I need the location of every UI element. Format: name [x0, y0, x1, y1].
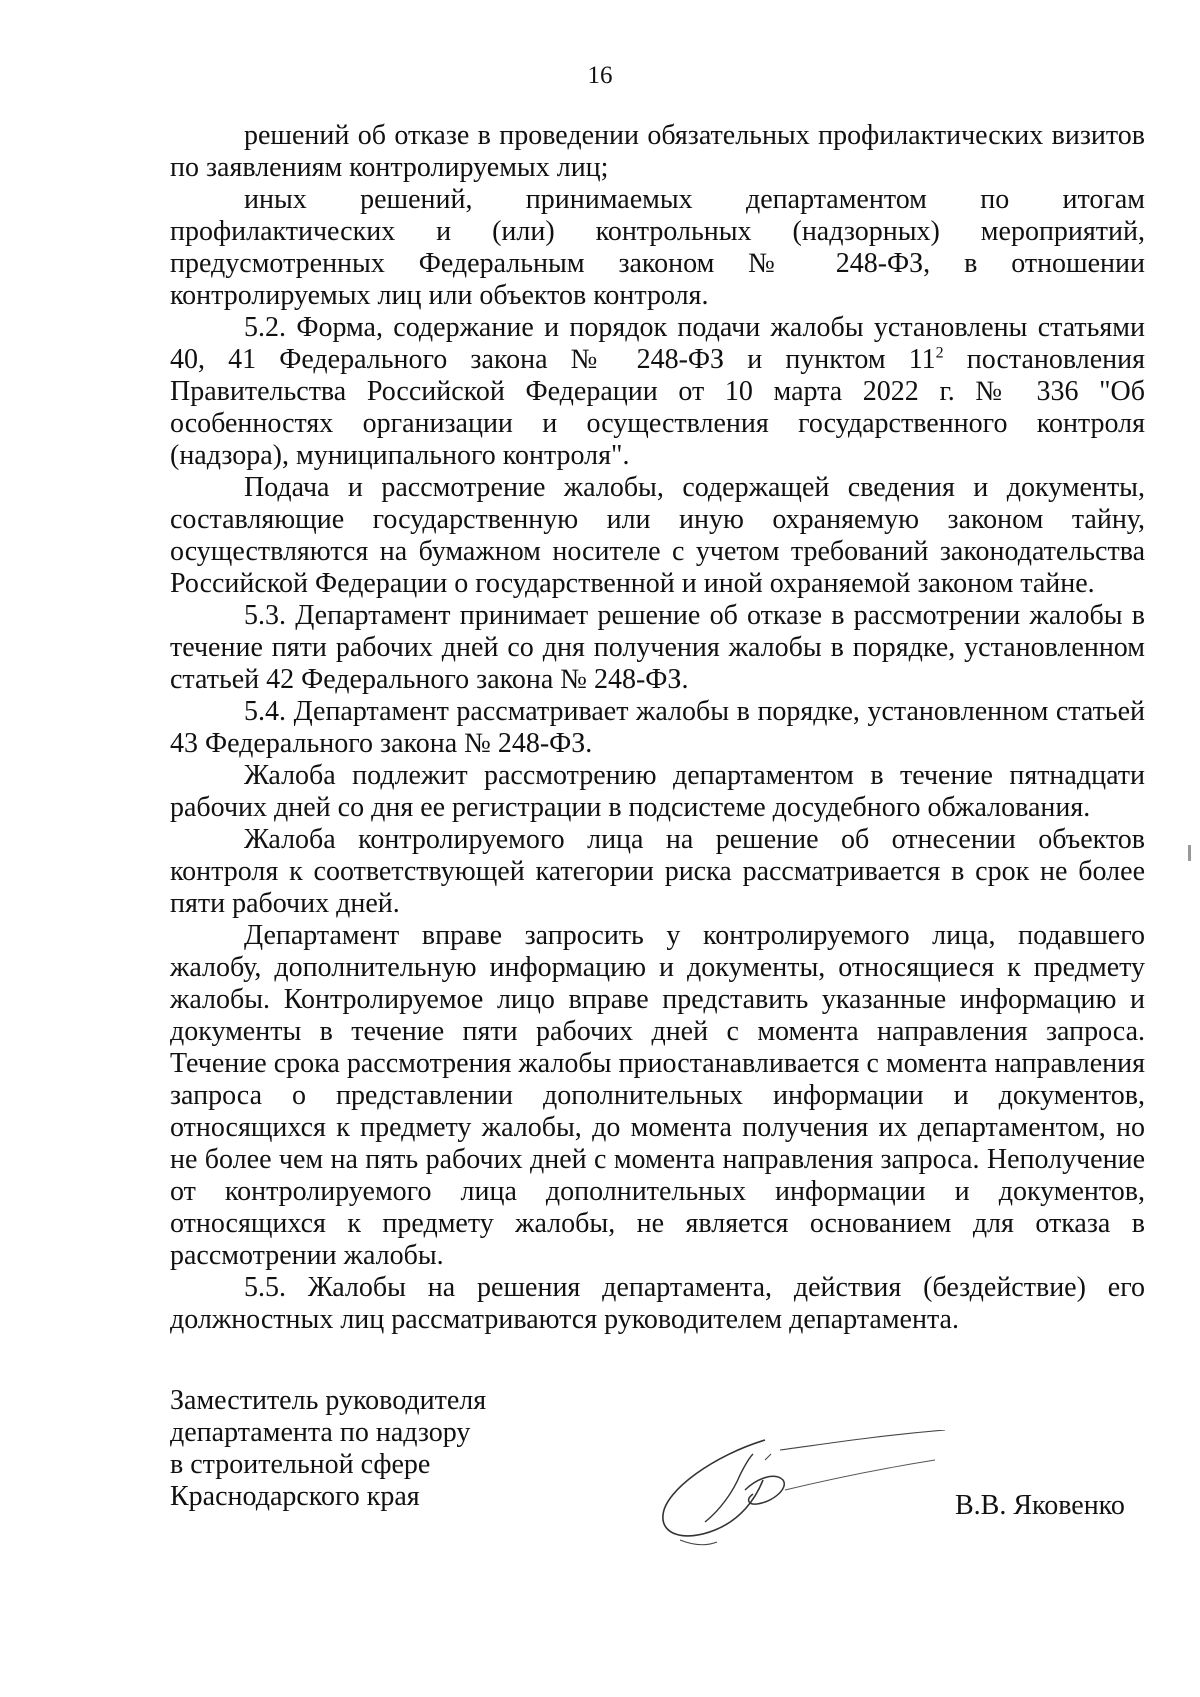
paragraph-refusal-visits: решений об отказе в проведении обязательных профилактических визитов по заявлениям контролируемых лиц;	[170, 120, 1145, 183]
scan-artifact	[1188, 845, 1191, 861]
paragraph-5-5: 5.5. Жалобы на решения департамента, действия (бездействие) его должностных лиц рассматриваются руководителем департамента.	[170, 1272, 1145, 1335]
paragraph-additional-info: Департамент вправе запросить у контролируемого лица, подавшего жалобу, дополнительную информацию и документы, относящиеся к предмету жалобы. Контролируемое лицо вправе представить указанные информацию и документы в течение пяти рабочих дней с момента направления запроса. Течение срока рассмотрения жалобы приостанавливается с момента направления запроса о представлении дополнительных информации и документов, относящихся к предмету жалобы, до момента получения их департаментом, но не более чем на пять рабочих дней с момента направления запроса. Неполучение от контролируемого лица дополнительных информации и документов, относящихся к предмету жалобы, не является основанием для отказа в рассмотрении жалобы.	[170, 920, 1145, 1271]
paragraph-5-2-text-b: постановления Правительства Российской Федерации от 10 марта 2022 г. № 336 "Об особенностях организации и осуществления государственного контроля (надзора), муниципального контроля".	[170, 344, 1145, 471]
paragraph-other-decisions: иных решений, принимаемых департаментом по итогам профилактических и (или) контрольных (надзорных) мероприятий, предусмотренных Федеральным законом № 248-ФЗ, в отношении контролируемых лиц или объектов контроля.	[170, 184, 1145, 311]
paragraph-secret-complaints: Подача и рассмотрение жалобы, содержащей сведения и документы, составляющие государственную или иную охраняемую законом тайну, осуществляются на бумажном носителе с учетом требований законодательства Российской Федерации о государственной и иной охраняемой законом тайне.	[170, 472, 1145, 599]
superscript: 2	[935, 344, 944, 362]
paragraph-5-2-text-a: 5.2. Форма, содержание и порядок подачи жалобы установлены статьями 40, 41 Федерального закона № 248-ФЗ и пунктом 11	[170, 312, 1145, 375]
paragraph-5-2	[170, 312, 1145, 472]
position-line: Краснодарского края	[170, 1481, 420, 1512]
position-line: в строительной сфере	[170, 1449, 431, 1480]
position-line: департамента по надзору	[170, 1417, 471, 1448]
paragraph-5-4: 5.4. Департамент рассматривает жалобы в порядке, установленном статьей 43 Федерального закона № 248-ФЗ.	[170, 696, 1145, 759]
document-body	[170, 120, 1145, 1336]
page-number: 16	[587, 62, 613, 89]
paragraph-5-3: 5.3. Департамент принимает решение об отказе в рассмотрении жалобы в течение пяти рабочих дней со дня получения жалобы в порядке, установленном статьей 42 Федерального закона № 248-ФЗ.	[170, 600, 1145, 695]
position-line: Заместитель руководителя	[170, 1385, 487, 1416]
paragraph-review-period: Жалоба подлежит рассмотрению департаментом в течение пятнадцати рабочих дней со дня ее регистрации в подсистеме досудебного обжалования.	[170, 760, 1145, 823]
handwritten-signature	[645, 1430, 965, 1550]
signer-name: В.В. Яковенко	[955, 1490, 1125, 1521]
paragraph-risk-category: Жалоба контролируемого лица на решение об отнесении объектов контроля к соответствующей категории риска рассматривается в срок не более пяти рабочих дней.	[170, 824, 1145, 919]
signatory-position	[170, 1385, 486, 1513]
